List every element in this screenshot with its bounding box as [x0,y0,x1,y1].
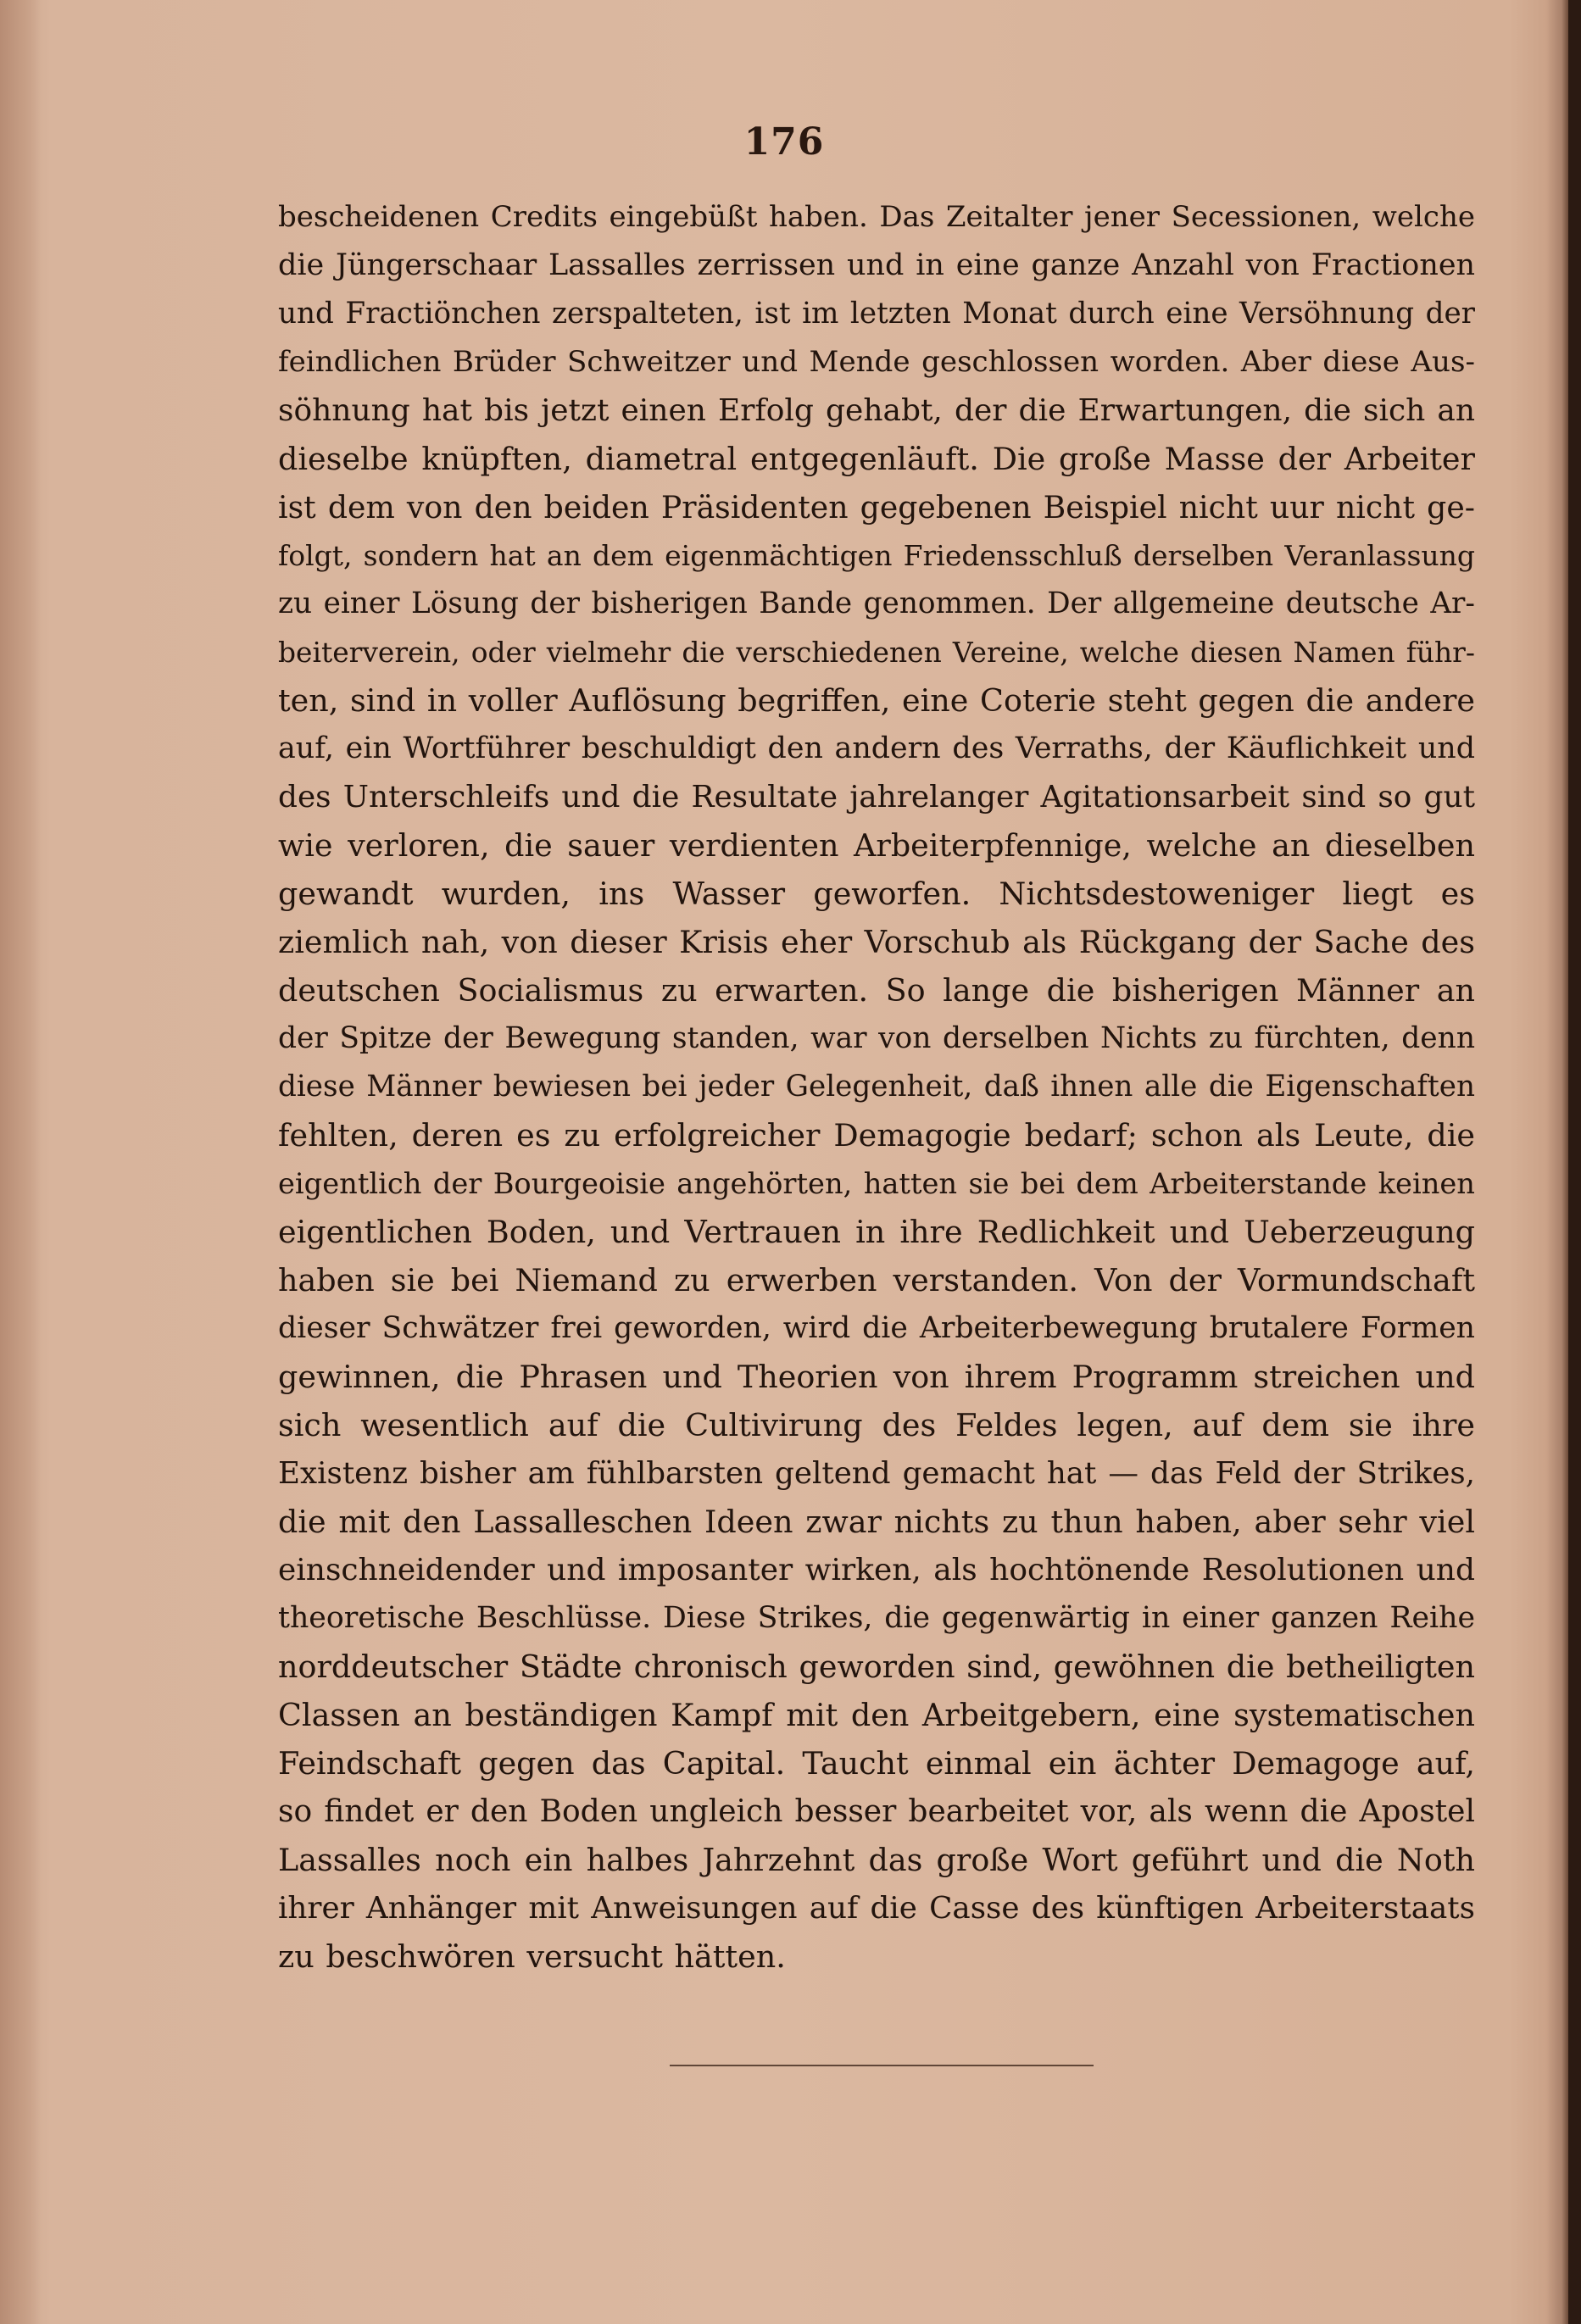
page-left-edge-shadow [0,0,41,2324]
text-line: diese Männer bewiesen bei jeder Gelegenheit, daß ihnen alle die Eigenschaften [278,1070,1475,1104]
text-line: söhnung hat bis jetzt einen Erfolg gehabt, der die Erwartungen, die sich an [278,393,1475,428]
background-edge [1568,0,1581,2324]
text-line: ten, sind in voller Auflösung begriffen, eine Coterie steht gegen die andere [278,682,1475,719]
text-line: Lassalles noch ein halbes Jahrzehnt das große Wort geführt und die Noth [278,1842,1475,1878]
text-line: folgt, sondern hat an dem eigenmächtigen Friedensschluß derselben Veranlassung [278,539,1475,572]
text-line: so findet er den Boden ungleich besser bearbeitet vor, als wenn die Apostel [278,1794,1475,1829]
closing-rule [670,2065,1094,2066]
text-line: dieselbe knüpften, diametral entgegenläuft. Die große Masse der Arbeiter [278,441,1475,477]
body-text [278,193,1475,1981]
text-line: dieser Schwätzer frei geworden, wird die Arbeiterbewegung brutalere Formen [278,1311,1475,1345]
text-line: haben sie bei Niemand zu erwerben verstanden. Von der Vormundschaft [278,1262,1475,1298]
text-line: ist dem von den beiden Präsidenten gegebenen Beispiel nicht uur nicht ge- [278,489,1475,525]
text-line: Feindschaft gegen das Capital. Taucht einmal ein ächter Demagoge auf, [278,1745,1475,1782]
text-line: die Jüngerschaar Lassalles zerrissen und in eine ganze Anzahl von Fractionen [278,248,1475,282]
text-line: eigentlichen Boden, und Vertrauen in ihre Redlichkeit und Ueberzeugung [278,1214,1475,1250]
text-line: der Spitze der Bewegung standen, war von derselben Nichts zu fürchten, denn [278,1021,1475,1055]
text-line: Existenz bisher am fühlbarsten geltend gemacht hat — das Feld der Strikes, [278,1456,1475,1491]
text-line: gewandt wurden, ins Wasser geworfen. Nichtsdestoweniger liegt es [278,876,1475,912]
text-line: die mit den Lassalleschen Ideen zwar nichts zu thun haben, aber sehr viel [278,1504,1475,1540]
text-line: ihrer Anhänger mit Anweisungen auf die Casse des künftigen Arbeiterstaats [278,1891,1475,1926]
text-line: bescheidenen Credits eingebüßt haben. Das Zeitalter jener Secessionen, welche [278,200,1475,234]
text-line: zu einer Lösung der bisherigen Bande genommen. Der allgemeine deutsche Ar- [278,587,1475,620]
text-line: eigentlich der Bourgeoisie angehörten, hatten sie bei dem Arbeiterstande keinen [278,1167,1475,1200]
text-line: auf, ein Wortführer beschuldigt den andern des Verraths, der Käuflichkeit und [278,731,1475,765]
text-line: sich wesentlich auf die Cultivirung des Feldes legen, auf dem sie ihre [278,1407,1475,1443]
text-line-final: zu beschwören versucht hätten. [278,1938,786,1975]
text-line: theoretische Beschlüsse. Diese Strikes, die gegenwärtig in einer ganzen Reihe [278,1601,1475,1635]
text-line: des Unterschleifs und die Resultate jahrelanger Agitationsarbeit sind so gut [278,780,1475,815]
text-line: norddeutscher Städte chronisch geworden sind, gewöhnen die betheiligten [278,1648,1475,1685]
text-line: wie verloren, die sauer verdienten Arbeiterpfennige, welche an dieselben [278,827,1475,864]
text-line: deutschen Socialismus zu erwarten. So lange die bisherigen Männer an [278,972,1475,1009]
text-line: gewinnen, die Phrasen und Theorien von ihrem Programm streichen und [278,1359,1475,1395]
page-number: 176 [743,120,825,164]
text-line: beiterverein, oder vielmehr die verschiedenen Vereine, welche diesen Namen führ- [278,636,1475,669]
text-line: einschneidender und imposanter wirken, als hochtönende Resolutionen und [278,1553,1475,1587]
text-line: fehlten, deren es zu erfolgreicher Demagogie bedarf; schon als Leute, die [278,1117,1475,1154]
text-line: Classen an beständigen Kampf mit den Arbeitgebern, eine systematischen [278,1697,1475,1733]
text-line: ziemlich nah, von dieser Krisis eher Vorschub als Rückgang der Sache des [278,924,1475,960]
text-line: und Fractiönchen zerspalteten, ist im letzten Monat durch eine Versöhnung der [278,297,1475,331]
text-line: feindlichen Brüder Schweitzer und Mende geschlossen worden. Aber diese Aus- [278,345,1475,379]
page-right-edge-shadow [1546,0,1568,2324]
